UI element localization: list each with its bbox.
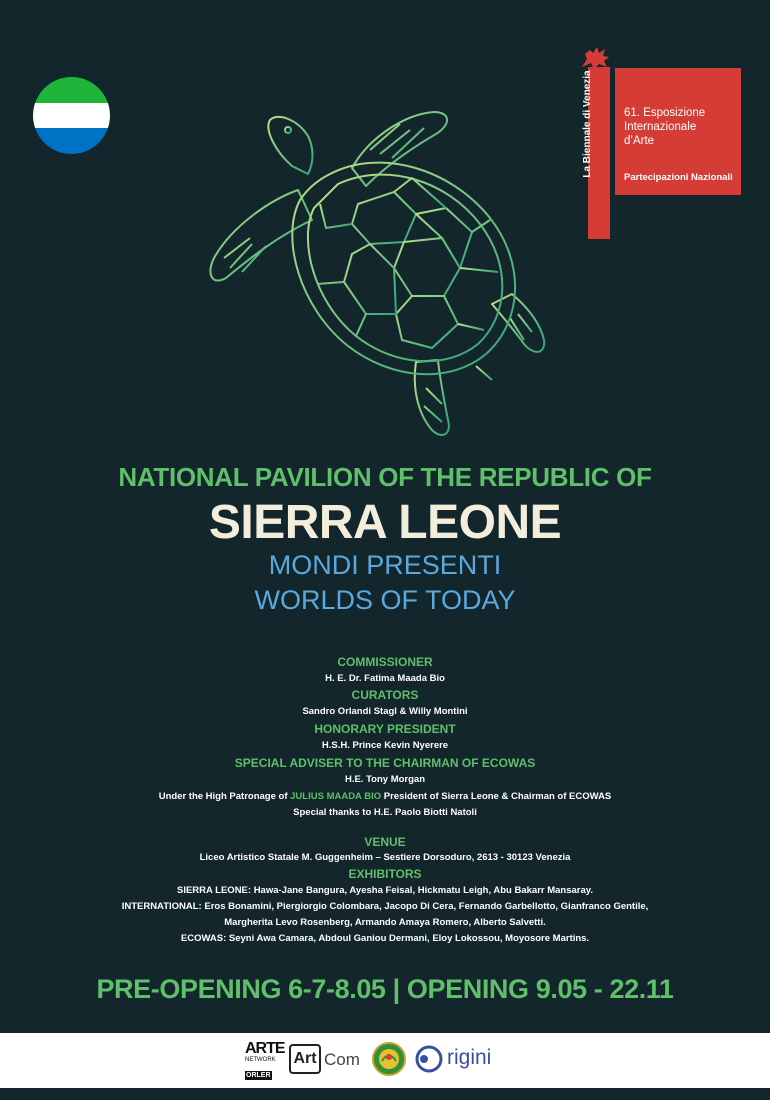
footer-bottom-band <box>0 1088 770 1100</box>
patronage-line: Under the High Patronage of JULIUS MAADA BIO President of Sierra Leone & Chairman of ECOWAS <box>158 791 612 802</box>
origini-logo: rigini <box>414 1044 444 1074</box>
headline-italian: MONDI PRESENTI <box>268 550 502 580</box>
exhibitors-ecowas: ECOWAS: Seyni Awa Camara, Abdoul Ganiou Dermani, Eloy Lokossou, Moyosore Martins. <box>180 933 590 944</box>
biennale-vertical-text: La Biennale di Venezia <box>582 70 593 178</box>
honorary-label: HONORARY PRESIDENT <box>314 722 456 736</box>
exhibitors-sierra-leone: SIERRA LEONE: Hawa-Jane Bangura, Ayesha Feisal, Hickmatu Leigh, Abu Bakarr Mansaray. <box>176 885 593 896</box>
biennale-section: Partecipazioni Nazionali <box>624 172 733 183</box>
arte-network-logo: ARTE NETWORK ORLER <box>245 1040 285 1079</box>
headline-country: SIERRA LEONE <box>208 496 562 549</box>
adviser-name: H.E. Tony Morgan <box>344 774 426 785</box>
exhibitors-international: INTERNATIONAL: Eros Bonamini, Piergiorgio Colombara, Jacopo Di Cera, Fernando Garbellotto, Gianfranco Gentile, <box>121 901 649 912</box>
biennale-box <box>615 68 741 195</box>
biennale-logo <box>579 45 742 195</box>
exhibitors-label: EXHIBITORS <box>348 867 422 881</box>
exhibitors-international-cont: Margherita Levo Rosenberg, Armando Amaya Romero, Alberto Salvetti. <box>224 917 546 928</box>
biennale-edition: 61. Esposizione Internazionale d’Arte <box>624 107 706 147</box>
venue-label: VENUE <box>364 835 406 849</box>
ecowas-emblem-icon <box>372 1042 406 1076</box>
adviser-label: SPECIAL ADVISER TO THE CHAIRMAN OF ECOWAS <box>234 756 536 770</box>
honorary-name: H.S.H. Prince Kevin Nyerere <box>321 740 449 751</box>
headline-pavilion: NATIONAL PAVILION OF THE REPUBLIC OF <box>118 462 652 492</box>
poster: La Biennale di Venezia 61. Esposizione Internazionale d’Arte Partecipazioni Nazionali NATIONAL PAVILION OF THE REPUBLIC OF SIERRA LEONE MONDI PRESENTI WORLDS OF TODAY COMMISSIONER H. E. Dr. Fatima Maada Bio CURATORS Sandro Orlandi Stagl & Willy Montini HONORARY PRESIDENT H.S.H. Prince Kevin Nyerere SPECIAL ADVISER TO THE CHAIRMAN OF ECOWAS H.E. Tony Morgan Under the High Patronage of JULIUS MAADA BIO President of Sierra Leone & Chairman of ECOWAS Special thanks to H.E. Paolo Biotti Natoli VENUE Liceo Artistico Statale M. Guggenheim – Sestiere Dorsoduro, 2613 - 30123 Venezia EXHIBITORS SIERRA LEONE: Hawa-Jane Bangura, Ayesha Feisal, Hickmatu Leigh, Abu Bakarr Mansaray. INTERNATIONAL: Eros Bonamini, Piergiorgio Colombara, Jacopo Di Cera, Fernando Garbellotto, Gianfranco Gentile, Margherita Levo Rosenberg, Armando Amaya Romero, Alberto Salvetti. ECOWAS: Seyni Awa Camara, Abdoul Ganiou Dermani, Eloy Lokossou, Moyosore Martins. PRE-OPENING 6-7-8.05 | OPENING 9.05 - 22.11 ARTE NETWORK ORLER Art Com rigini <box>0 0 770 1100</box>
venue-address: Liceo Artistico Statale M. Guggenheim – Sestiere Dorsoduro, 2613 - 30123 Venezia <box>199 852 571 863</box>
patron-name: JULIUS MAADA BIO <box>290 791 382 802</box>
sierra-leone-flag-icon <box>33 77 110 154</box>
headline-english: WORLDS OF TODAY <box>254 585 516 615</box>
curators-label: CURATORS <box>351 688 419 702</box>
thanks-line: Special thanks to H.E. Paolo Biotti Natoli <box>293 807 477 818</box>
commissioner-label: COMMISSIONER <box>337 655 433 669</box>
curators-names: Sandro Orlandi Stagl & Willy Montini <box>302 706 468 717</box>
sea-turtle-icon <box>180 108 570 448</box>
commissioner-name: H. E. Dr. Fatima Maada Bio <box>325 673 445 684</box>
origini-o-icon <box>414 1044 444 1074</box>
opening-dates: PRE-OPENING 6-7-8.05 | OPENING 9.05 - 22.11 <box>96 974 674 1004</box>
